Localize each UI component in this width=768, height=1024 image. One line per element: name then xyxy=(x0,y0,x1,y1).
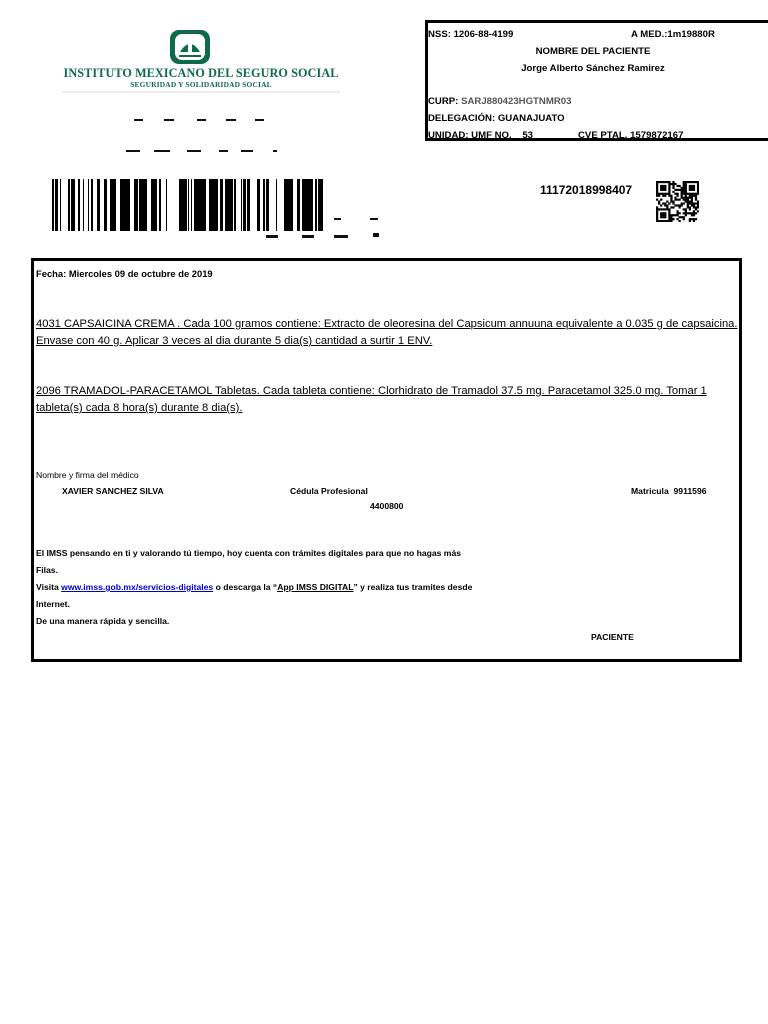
imss-logo xyxy=(62,28,340,94)
prescription-box xyxy=(31,258,742,662)
amed-field: A MED.:1m19880R xyxy=(631,29,715,40)
logo-divider xyxy=(62,91,340,93)
imss-eagle-icon xyxy=(168,28,212,66)
qr-code-image xyxy=(656,181,699,222)
patient-info-box xyxy=(425,20,768,141)
delegacion-field: DELEGACIÓN: GUANAJUATO xyxy=(428,113,565,124)
notice-line-5: De una manera rápida y sencilla. xyxy=(36,616,170,626)
medication-item-tramadol: 2096 TRAMADOL-PARACETAMOL Tabletas. Cada tableta contiene: Clorhidrato de Tramadol 37.5 mg. Paracetamol 325.0 mg. Tomar 1 tableta(s) cada 8 hora(s) durante 8 dia(s). xyxy=(36,385,707,414)
app-imss-digital-text: App IMSS DIGITAL xyxy=(277,582,354,592)
medication-item-capsaicina: 4031 CAPSAICINA CREMA . Cada 100 gramos contiene: Extracto de oleoresina del Capsicum annuuna equivalente a 0.035 g de capsaicina. Envase con 40 g. Aplicar 3 veces al dia durante 5 dia(s) cantidad a surtir 1 ENV. xyxy=(36,318,738,347)
folio-number: 11172018998407 xyxy=(540,183,633,197)
cedula-label: Cédula Profesional xyxy=(290,486,368,496)
doctor-name: XAVIER SANCHEZ SILVA xyxy=(62,486,164,496)
notice-line-2: Filas. xyxy=(36,565,58,575)
curp-field: CURP: SARJ880423HGTNMR03 xyxy=(428,96,572,107)
doctor-signature-label: Nombre y firma del médico xyxy=(36,470,139,480)
cve-ptal-field: CVE PTAL. 1579872167 xyxy=(578,130,684,141)
notice-line-4: Internet. xyxy=(36,599,70,609)
notice-line-3: Visita www.imss.gob.mx/servicios-digitales o descarga la “App IMSS DIGITAL” y realiza tus tramites desde xyxy=(36,582,473,592)
institution-tagline: SEGURIDAD Y SOLIDARIDAD SOCIAL xyxy=(130,80,272,89)
cedula-value: 4400800 xyxy=(370,501,404,511)
institution-name: INSTITUTO MEXICANO DEL SEGURO SOCIAL xyxy=(63,66,339,80)
paciente-label: PACIENTE xyxy=(591,632,634,642)
notice-line-1: El IMSS pensando en ti y valorando tú tiempo, hoy cuenta con trámites digitales para que no hagas más xyxy=(36,548,462,558)
imss-digital-services-link[interactable]: www.imss.gob.mx/servicios-digitales xyxy=(61,582,214,592)
barcode-image xyxy=(52,179,325,231)
prescription-date: Fecha: Miercoles 09 de octubre de 2019 xyxy=(36,268,213,279)
nss-field: NSS: 1206-88-4199 xyxy=(428,29,514,40)
patient-name-header: NOMBRE DEL PACIENTE xyxy=(535,46,651,57)
patient-name: Jorge Alberto Sánchez Ramirez xyxy=(521,63,665,74)
unidad-field: UNIDAD: UMF NO. 53 xyxy=(428,130,534,141)
matricula-field: Matricula 9911596 xyxy=(631,486,707,496)
